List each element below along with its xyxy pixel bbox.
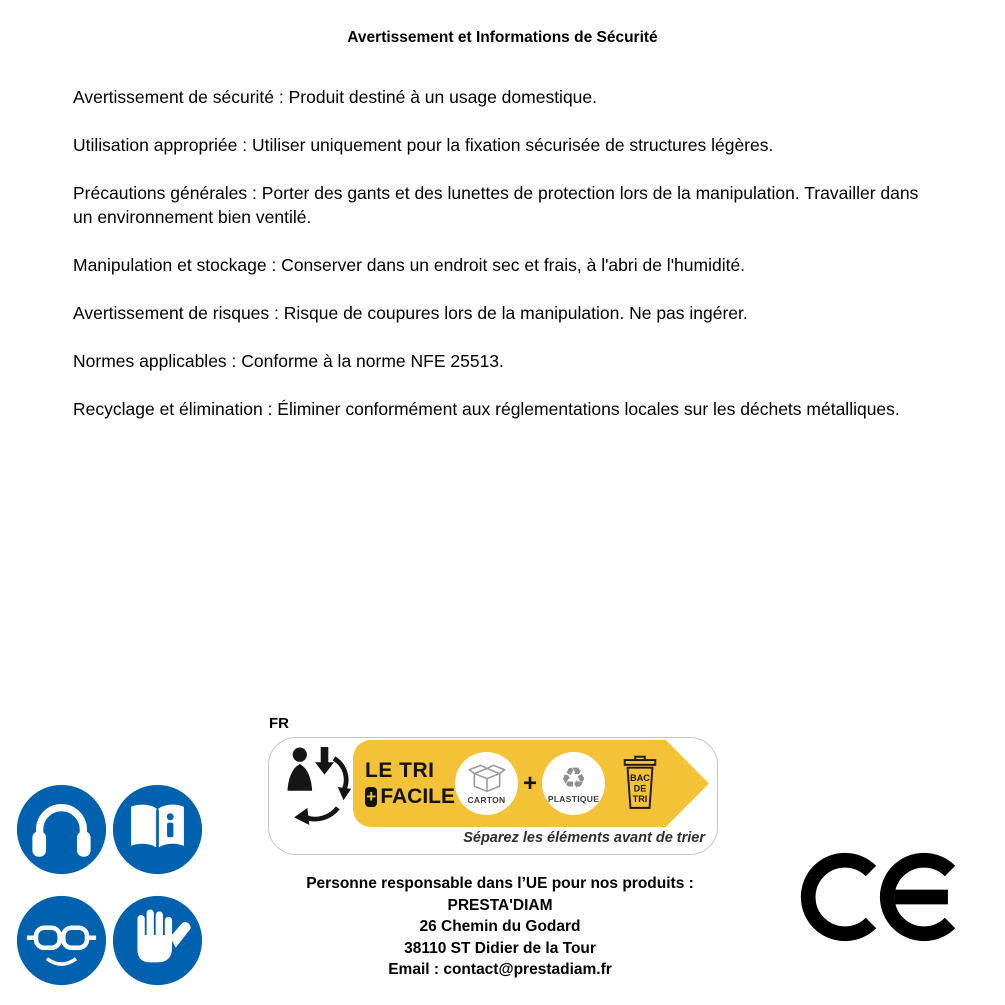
address-line-company: PRESTA'DIAM: [447, 896, 553, 914]
recycling-triangle-icon: ♻: [560, 761, 587, 795]
svg-text:DE: DE: [633, 783, 647, 794]
triman-icon: [277, 743, 353, 834]
paragraph-avertissement-risques: Avertissement de risques : Risque de coupures lors de la manipulation. Ne pas ingérer.: [73, 303, 748, 323]
paragraph-precautions-generales: Précautions générales : Porter des gants et des lunettes de protection lors de la manipulation. Travailler dans un environnement bien ventilé.: [73, 183, 919, 227]
facile-text: FACILE: [380, 784, 455, 808]
paragraph-normes-applicables: Normes applicables : Conforme à la norme NFE 25513.: [73, 351, 504, 371]
address-line-email: Email : contact@prestadiam.fr: [388, 961, 612, 978]
paragraph-avertissement-securite: Avertissement de sécurité : Produit destiné à un usage domestique.: [73, 87, 598, 107]
svg-text:TRI: TRI: [632, 794, 648, 805]
read-instruction-manual-icon: [112, 784, 203, 875]
plus-icon: +: [366, 786, 377, 806]
wear-ear-protection-icon: [16, 784, 107, 875]
address-line-city: 38110 ST Didier de la Tour: [404, 939, 596, 957]
carton-label: CARTON: [467, 795, 506, 805]
paragraph-recyclage-elimination: Recyclage et élimination : Éliminer conformément aux réglementations locales sur les déchets métalliques.: [73, 399, 900, 419]
page-title: Avertissement et Informations de Sécurité: [347, 29, 658, 46]
tri-tagline: Séparez les éléments avant de trier: [463, 830, 705, 846]
paragraph-utilisation-appropriee: Utilisation appropriée : Utiliser uniquement pour la fixation sécurisée de structures légères.: [73, 135, 774, 155]
mandatory-pictograms: [16, 784, 203, 986]
bac-de-tri-arrow: [613, 740, 709, 827]
le-tri-facile-wordmark: [353, 759, 455, 809]
carton-material-circle: [455, 752, 518, 815]
plastique-label: PLASTIQUE: [547, 794, 600, 804]
wear-protective-gloves-icon: [112, 895, 203, 986]
carton-box-icon: [468, 762, 506, 794]
svg-text:BAC: BAC: [630, 773, 650, 784]
tri-facile-yellow-band: [353, 740, 613, 827]
plus-separator: +: [523, 769, 538, 797]
ce-marking: [799, 851, 970, 948]
paragraph-manipulation-stockage: Manipulation et stockage : Conserver dans un endroit sec et frais, à l'abri de l'humidité.: [73, 255, 746, 275]
le-tri-text: LE TRI: [365, 758, 435, 782]
wear-eye-protection-icon: [16, 895, 107, 986]
trash-bin-icon: [618, 752, 662, 814]
address-line-street: 26 Chemin du Godard: [419, 918, 581, 935]
ce-marking-icon: [799, 851, 970, 943]
safety-paragraphs: [73, 85, 931, 445]
responsible-person-block: [252, 873, 748, 981]
plastique-material-circle: [542, 752, 605, 815]
address-line-intro: Personne responsable dans l’UE pour nos produits :: [306, 875, 694, 892]
tri-facile-logo: [268, 737, 718, 855]
fr-country-label: FR: [269, 715, 289, 732]
